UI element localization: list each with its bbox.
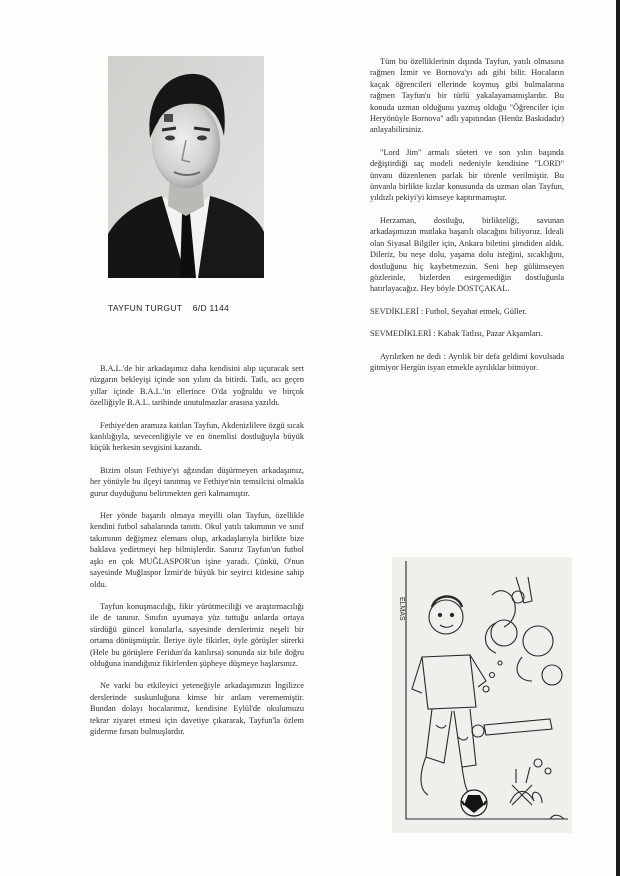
paragraph: Herzaman, dostluğu, birlikteliği, savunan arkadaşımızın mutlaka başarılı olacağını biliyoruz. İdeali olan Siyasal Bilgiler için, Ankara biletini şimdiden aldık. Dileriz, bu neşe dolu, yaşama dolu isteğini, sıcaklığını, dostluğunu hiç kaybetmezsin. Seni hep gülümseyen gözlerinle, bizlerden esirgemediğin dostluğunla hatırlayacağız. Hey böyle DOSTÇAKAL. bbox=[370, 215, 564, 294]
wall-sign-text: ELMAS bbox=[398, 597, 405, 621]
student-caption bbox=[108, 303, 276, 313]
cartoon-illustration bbox=[392, 557, 572, 833]
student-class-number: 6/D 1144 bbox=[192, 303, 230, 313]
paragraph: B.A.L.'de bir arkadaşımız daha kendisini alıp uçuracak sert rüzgarın bekleyişi içinde son yılını da bitirdi. Tatlı, acı geçen yıllar içinde B.A.L.'in ellerince O'da yoğruldu ve birçok özelliğiyle B.A.L. tarihinde unutulmazlar arasına yazıldı. bbox=[90, 364, 304, 408]
dislikes-line: SEVMEDİKLERİ : Kabak Tatlısı, Pazar Akşamları. bbox=[370, 329, 543, 339]
right-text-column bbox=[370, 56, 564, 384]
paragraph: Ne varki bu etkileyici yeteneğiyle arkadaşımızın İngilizce derslerinde suskunluğuna kimse bir anlam verememiştir. Bundan dolayı hocalarımız, kendisine Eylül'de okulumuzu tekrar ziyaret etmesi için davetiye çıkararak, Tayfun'la özlem giderme fırsatı bulmuşlardır. bbox=[90, 681, 304, 736]
paragraph: Her yönde başarılı olmaya meyilli olan Tayfun, özellikle kendini futbol sahalarında tanıttı. Okul yatılı takımının ve sınıf takımının değişmez elemanı olup, arkadaşlarıyla birlikte bize baklava yedirtmeyi hep bilmişlerdir. Sanırız Tayfun'un futbol aşkı en çok MUĞLASPOR'un işine yaradı. Çünkü, O'nun sayesinde Muğlaspor İzmir'de büyük bir seyirci kitlesine sahip oldu. bbox=[90, 511, 304, 589]
paragraph: "Lord Jim" armalı süeteri ve son yılın başında değiştirdiği saç modeli nedeniyle kendisine "LORD" ünvanı düzenlenen parlak bir törenle verilmiştir. Bu ünvanla birlikte kızlar konusunda da uzman olan Tayfun, yıldızlı pekiyi'yi kimseye kaptırmamıştır. bbox=[370, 147, 564, 203]
paragraph: Tüm bu özelliklerinin dışında Tayfun, yatılı olmasına rağmen İzmir ve Bornova'yı adı gibi bilir. Hocaların kaçak öğrencileri ellerinde koymuş gibi bulmalarına rağmen Tayfun'u bir türlü yakalayamamışlardır. Bu konuda uzman olduğunu yazmış olduğu "Öğrenciler için Heryönüyle Bornova" adlı yapıtından (Henüz Baskıdadır) anlayabilirsiniz. bbox=[370, 57, 564, 135]
likes-line: SEVDİKLERİ : Futbol, Seyahat etmek, Güller. bbox=[370, 306, 527, 316]
student-portrait-photo bbox=[108, 56, 264, 278]
portrait-image bbox=[108, 56, 264, 278]
farewell-quote: Ayrılırken ne dedi : Ayrılık bir defa geldimi kovulsada gitmiyor Hergün isyan etmekle ayrılıklar bitmiyor. bbox=[370, 351, 564, 372]
paragraph: Bizim olsun Fethiye'yi ağzından düşürmeyen arkadaşımız, her yönüyle bu ilçeyi tanıtmış ve Fethiye'nin temsilcisi olmakla gurur duyduğunu belirtmekten geri kalmamıştır. bbox=[90, 465, 304, 498]
football bbox=[461, 790, 487, 816]
left-text-column bbox=[90, 363, 304, 748]
page-edge-shadow bbox=[616, 0, 620, 876]
student-name: TAYFUN TURGUT bbox=[108, 303, 183, 313]
cartoon-drawing bbox=[392, 557, 572, 833]
paragraph: Fethiye'den aramıza katılan Tayfun, Akdenizlilere özgü sıcak kanlılığıyla, sevecenliğiyle ve en önemlisi dostluğuyla büyük küçük herkesin sevgisini kazandı. bbox=[90, 420, 304, 453]
paragraph: Tayfun konuşmacılığı, fikir yürütmeciliği ve araştırmacılığı ile de tanınır. Sınıfın uyumaya yüz tuttuğu anlarda ortaya sürdüğü güncel konularla, sayesinde derslerimiz neşeli bir ortama dönüşmüştür. İleriye öyle fikirler, öyle görüşler sürerki (Hele bu görüşlere Feridun'da katılırsa) sonunda siz bile doğru olduğuna inandığınız fikirlerden şüpheye düşmeye başlarsınız. bbox=[90, 601, 304, 668]
